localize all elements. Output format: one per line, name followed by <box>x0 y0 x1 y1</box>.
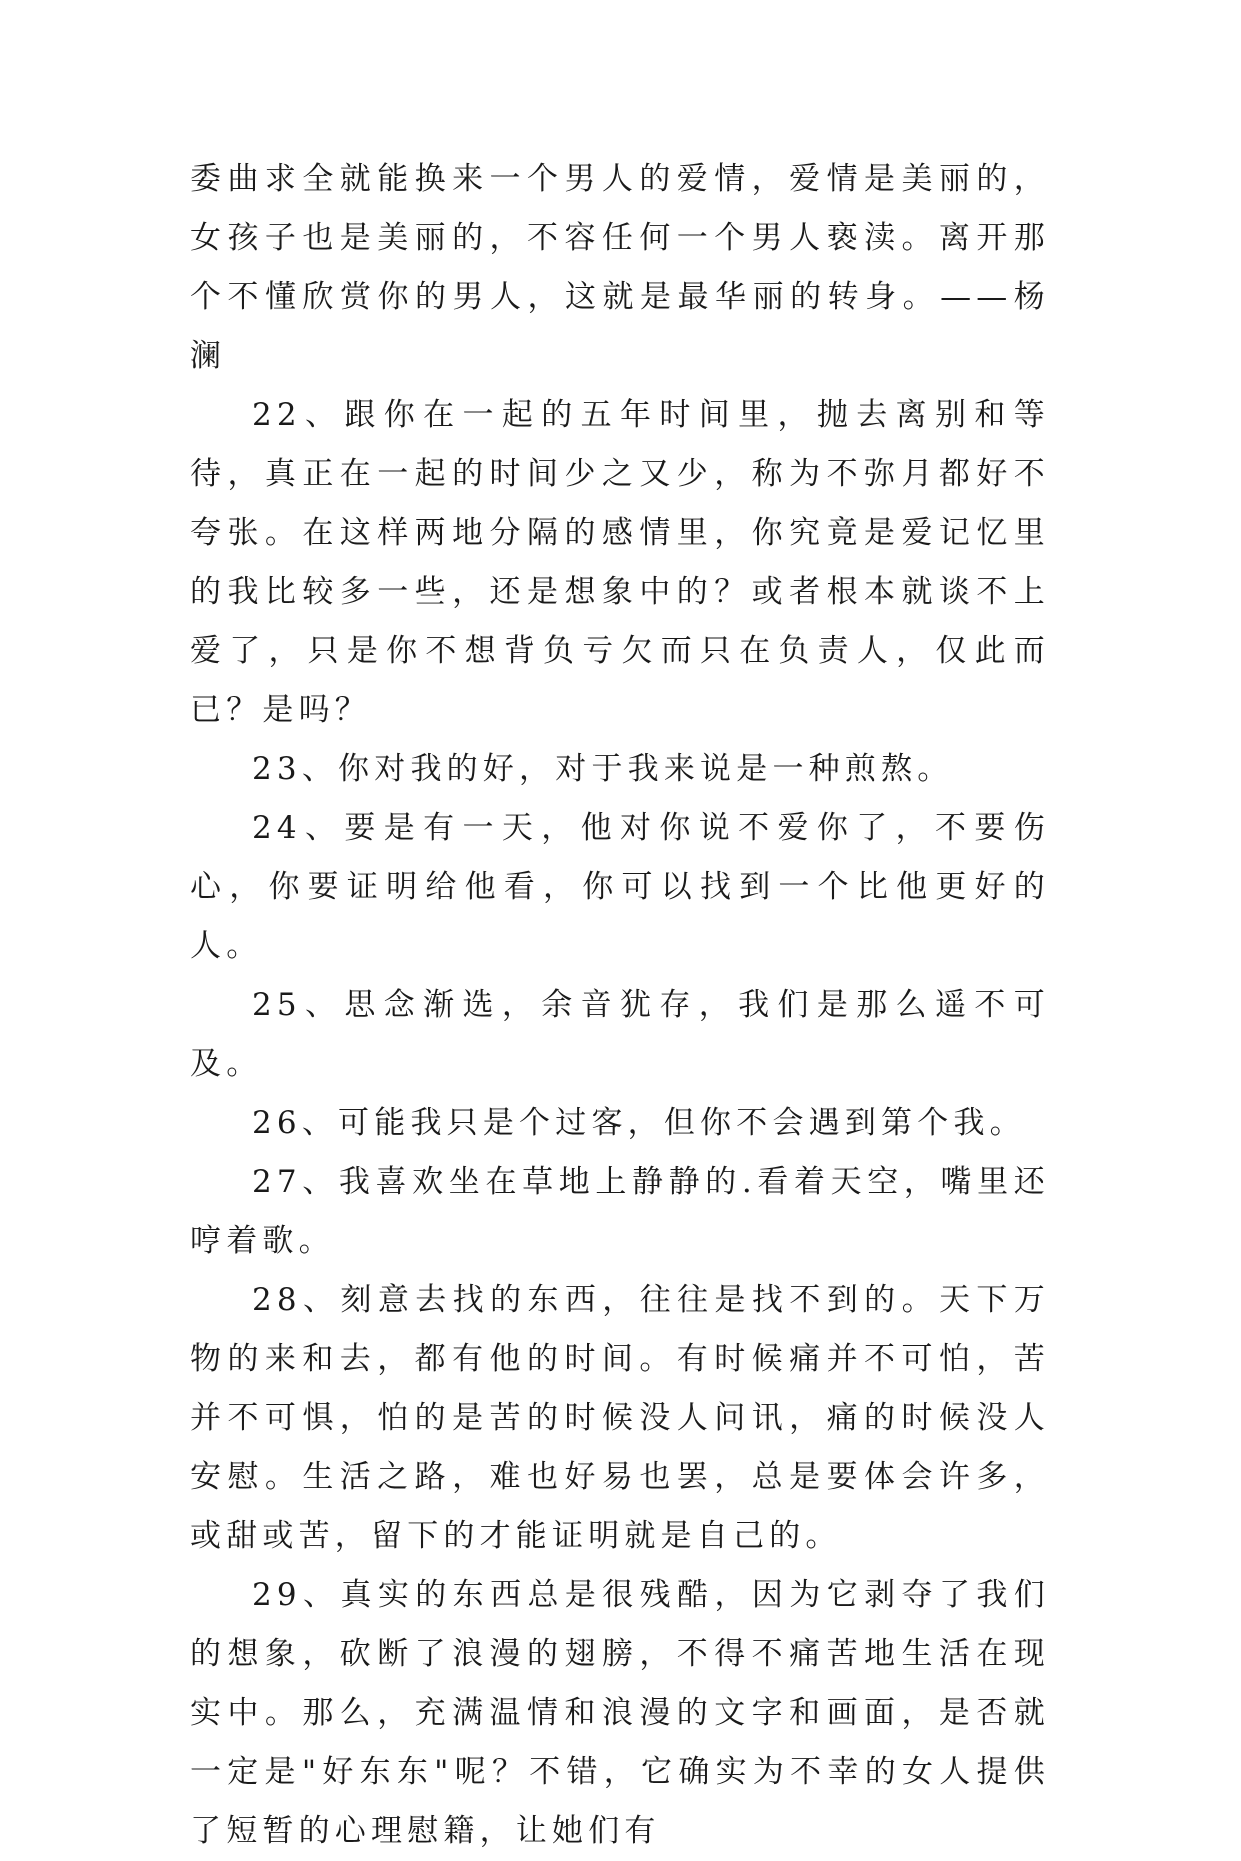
paragraph-28: 28、刻意去找的东西，往往是找不到的。天下万物的来和去，都有他的时间。有时候痛并不可怕，苦并不可惧，怕的是苦的时候没人问讯，痛的时候没人安慰。生活之路，难也好易也罢，总是要体会许多，或甜或苦，留下的才能证明就是自己的。 <box>190 1282 1050 1554</box>
paragraph-26: 26、可能我只是个过客，但你不会遇到第个我。 <box>252 1105 1026 1141</box>
document-body <box>190 150 1050 1861</box>
paragraph-27: 27、我喜欢坐在草地上静静的.看着天空，嘴里还哼着歌。 <box>190 1164 1050 1259</box>
paragraph-22: 22、跟你在一起的五年时间里，抛去离别和等待，真正在一起的时间少之又少，称为不弥月都好不夸张。在这样两地分隔的感情里，你究竟是爱记忆里的我比较多一些，还是想象中的？或者根本就谈不上爱了，只是你不想背负亏欠而只在负责人，仅此而已？是吗？ <box>190 397 1050 728</box>
paragraph-29: 29、真实的东西总是很残酷，因为它剥夺了我们的想象，砍断了浪漫的翅膀，不得不痛苦地生活在现实中。那么，充满温情和浪漫的文字和画面，是否就一定是"好东东"呢？不错，它确实为不幸的女人提供了短暂的心理慰籍，让她们有 <box>190 1577 1050 1849</box>
paragraph-25: 25、思念渐选，余音犹存，我们是那么遥不可及。 <box>190 987 1050 1082</box>
paragraph-24: 24、要是有一天，他对你说不爱你了，不要伤心，你要证明给他看，你可以找到一个比他更好的人。 <box>190 810 1050 964</box>
paragraph-23: 23、你对我的好，对于我来说是一种煎熬。 <box>252 751 954 787</box>
paragraph-continuation: 委曲求全就能换来一个男人的爱情，爱情是美丽的，女孩子也是美丽的，不容任何一个男人亵渎。离开那个不懂欣赏你的男人，这就是最华丽的转身。——杨澜 <box>190 161 1050 374</box>
